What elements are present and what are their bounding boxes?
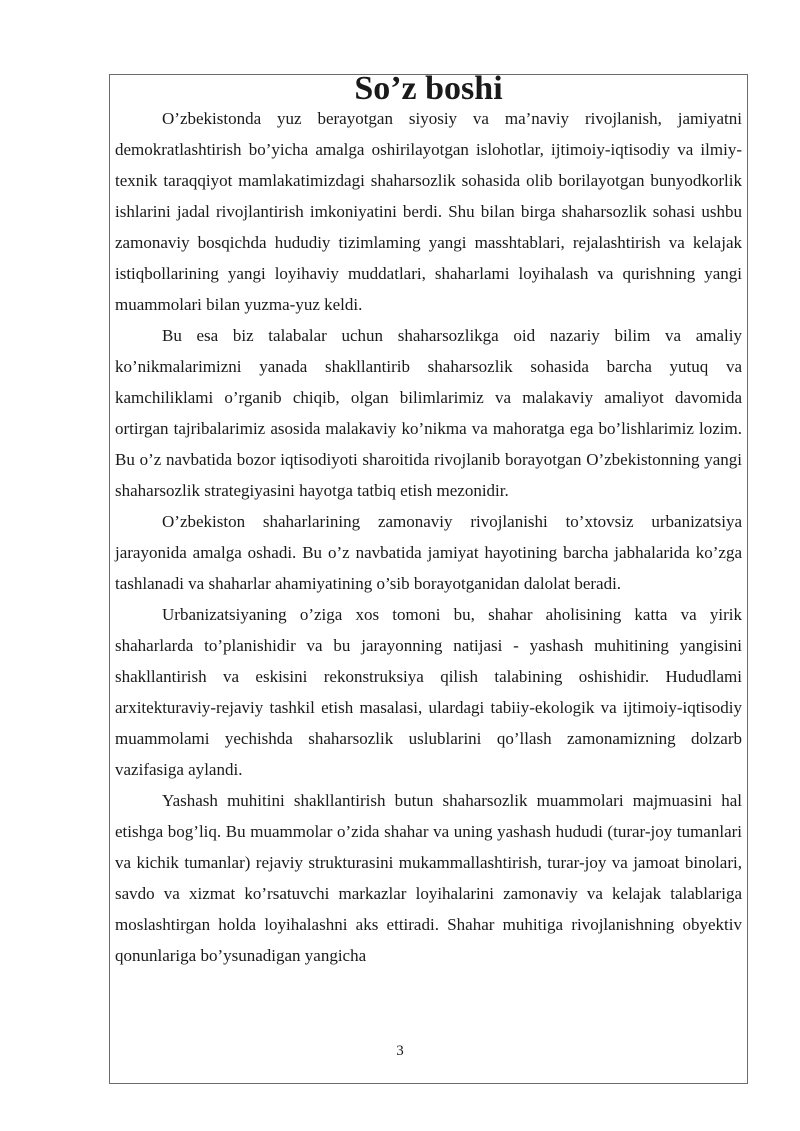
section-heading: So’z boshi <box>354 70 503 107</box>
paragraph-5: Yashash muhitini shakllantirish butun shaharsozlik muammolari majmuasini hal etishga bog’liq. Bu muammolar o’zida shahar va uning yashash hududi (turar-joy tumanlari va kichik tumanlar) rejaviy strukturasini mukammallashtirish, turar-joy va jamoat binolari, savdo va xizmat ko’rsatuvchi markazlar loyihalarini zamonaviy va kelajak talablariga moslashtirgan holda loyihalashni aks ettiradi. Shahar muhitiga rivojlanishning obyektiv qonunlariga bo’ysunadigan yangicha <box>115 791 742 965</box>
paragraph-1: O’zbekistonda yuz berayotgan siyosiy va ma’naviy rivojlanish, jamiyatni demokratlashtirish bo’yicha amalga oshirilayotgan islohotlar, ijtimoiy-iqtisodiy va ilmiy-texnik taraqqiyot mamlakatimizdagi shaharsozlik sohasida olib borilayotgan bunyodkorlik ishlarini jadal rivojlantirish imkoniyatini berdi. Shu bilan birga shaharsozlik sohasi ushbu zamonaviy bosqichda hududiy tizimlaming yangi masshtablari, rejalashtirish va kelajak istiqbollarining yangi loyihaviy muddatlari, shaharlami loyihalash va qurishning yangi muammolari bilan yuzma-yuz keldi. <box>115 109 742 314</box>
paragraph-4: Urbanizatsiyaning o’ziga xos tomoni bu, shahar aholisining katta va yirik shaharlarda to’planishidir va bu jarayonning natijasi - yashash muhitining yangisini shakllantirish va eskisini rekonstruksiya qilish talabining oshishidir. Hududlami arxitekturaviy-rejaviy tashkil etish masalasi, ulardagi tabiiy-ekologik va ijtimoiy-iqtisodiy muammolami yechishda shaharsozlik uslublarini qo’llash zamonamizning dolzarb vazifasiga aylandi. <box>115 605 742 779</box>
page-number: 3 <box>396 1043 404 1059</box>
paragraph-2: Bu esa biz talabalar uchun shaharsozlikga oid nazariy bilim va amaliy ko’nikmalarimizni yanada shakllantirib shaharsozlik sohasida barcha yutuq va kamchiliklami o’rganib chiqib, olgan bilimlarimiz va malakaviy amaliyot davomida ortirgan tajribalarimiz asosida malakaviy ko’nikma va mahoratga ega bo’lishlarimiz lozim. Bu o’z navbatida bozor iqtisodiyoti sharoitida rivojlanib borayotgan O’zbekistonning yangi shaharsozlik strategiyasini hayotga tatbiq etish mezonidir. <box>115 326 742 500</box>
paragraph-3: O’zbekiston shaharlarining zamonaviy rivojlanishi to’xtovsiz urbanizatsiya jarayonida amalga oshadi. Bu o’z navbatida jamiyat hayotining barcha jabhalarida ko’zga tashlanadi va shaharlar ahamiyatining o’sib borayotganidan dalolat beradi. <box>115 512 742 593</box>
document-body <box>115 70 742 971</box>
